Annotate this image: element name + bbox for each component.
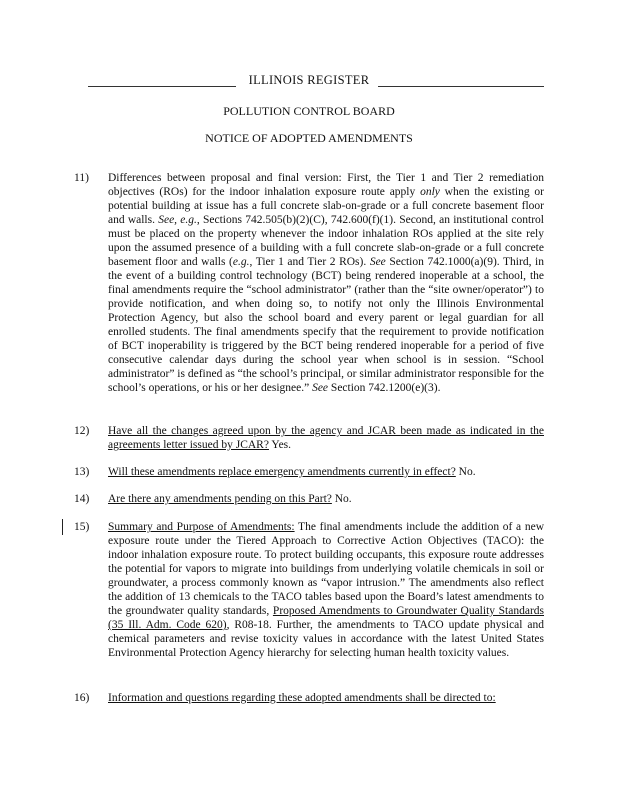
item-text: Information and questions regarding these adopted amendments shall be directed to: bbox=[108, 692, 496, 704]
item-text: Summary and Purpose of Amendments: The final amendments include the addition of a new exposure route under the Tiered Approach to Corrective Action Objectives (TACO): the indoor inhalation exposure route. To protect building occupants, this exposure route addresses the potential for vapors to migrate into buildings from underlying volatile chemicals in soil or groundwater, a process commonly known as “vapor intrusion.” The amendments also reflect the addition of 13 chemicals to the TACO tables based upon the Board’s latest amendments to the groundwater quality standards, Proposed Amendments to Groundwater Quality Standards (35 Ill. Adm. Code 620), R08-18. Further, the amendments to TACO update physical and chemical parameters and revise toxicity values in accordance with the latest United States Environmental Protection Agency hierarchy for selecting human health toxicity values. bbox=[108, 521, 544, 659]
item-text: Will these amendments replace emergency amendments currently in effect? No. bbox=[108, 466, 476, 478]
item-number: 11) bbox=[74, 172, 89, 184]
item-text: Have all the changes agreed upon by the agency and JCAR been made as indicated in the agreements letter issued by JCAR? Yes. bbox=[108, 425, 544, 451]
notice-title: NOTICE OF ADOPTED AMENDMENTS bbox=[205, 131, 413, 145]
item-text: Differences between proposal and final version: First, the Tier 1 and Tier 2 remediation objectives (ROs) for the indoor inhalation exposure route apply only when the existing or potential building at issue has a full concrete slab-on-grade or a full concrete basement floor and walls. See, e.g., Sections 742.505(b)(2)(C), 742.600(f)(1). Second, an institutional control must be placed on the property whenever the indoor inhalation ROs applied at the site rely upon the assumed presence of a building with a full concrete slab-on-grade or a full concrete basement floor and walls (e.g., Tier 1 and Tier 2 ROs). See Section 742.1000(a)(9). Third, in the event of a building control technology (BCT) being rendered inoperable at a school, the final amendments require the “school administrator” (rather than the “site owner/operator”) to provide notification, and when doing so, to notify not only the Illinois Environmental Protection Agency, but also the school board and every parent or legal guardian for all enrolled students. The final amendments specify that the requirement to provide notification of BCT inoperability is triggered by the BCT being rendered inoperable for a period of five consecutive calendar days during the school year when school is in session. “School administrator” is defined as “the school’s principal, or similar administrator responsible for the school’s operations, or his or her designee.” See Section 742.1200(e)(3). bbox=[108, 172, 545, 394]
item-text: Are there any amendments pending on this Part? No. bbox=[108, 493, 352, 505]
item-number: 15) bbox=[74, 521, 90, 533]
revision-bar bbox=[62, 519, 63, 535]
item-number: 14) bbox=[74, 493, 90, 505]
item-number: 16) bbox=[74, 692, 90, 704]
board-title: POLLUTION CONTROL BOARD bbox=[223, 104, 395, 118]
item-number: 13) bbox=[74, 466, 90, 478]
register-title: ILLINOIS REGISTER bbox=[248, 73, 370, 87]
item-number: 12) bbox=[74, 425, 90, 437]
